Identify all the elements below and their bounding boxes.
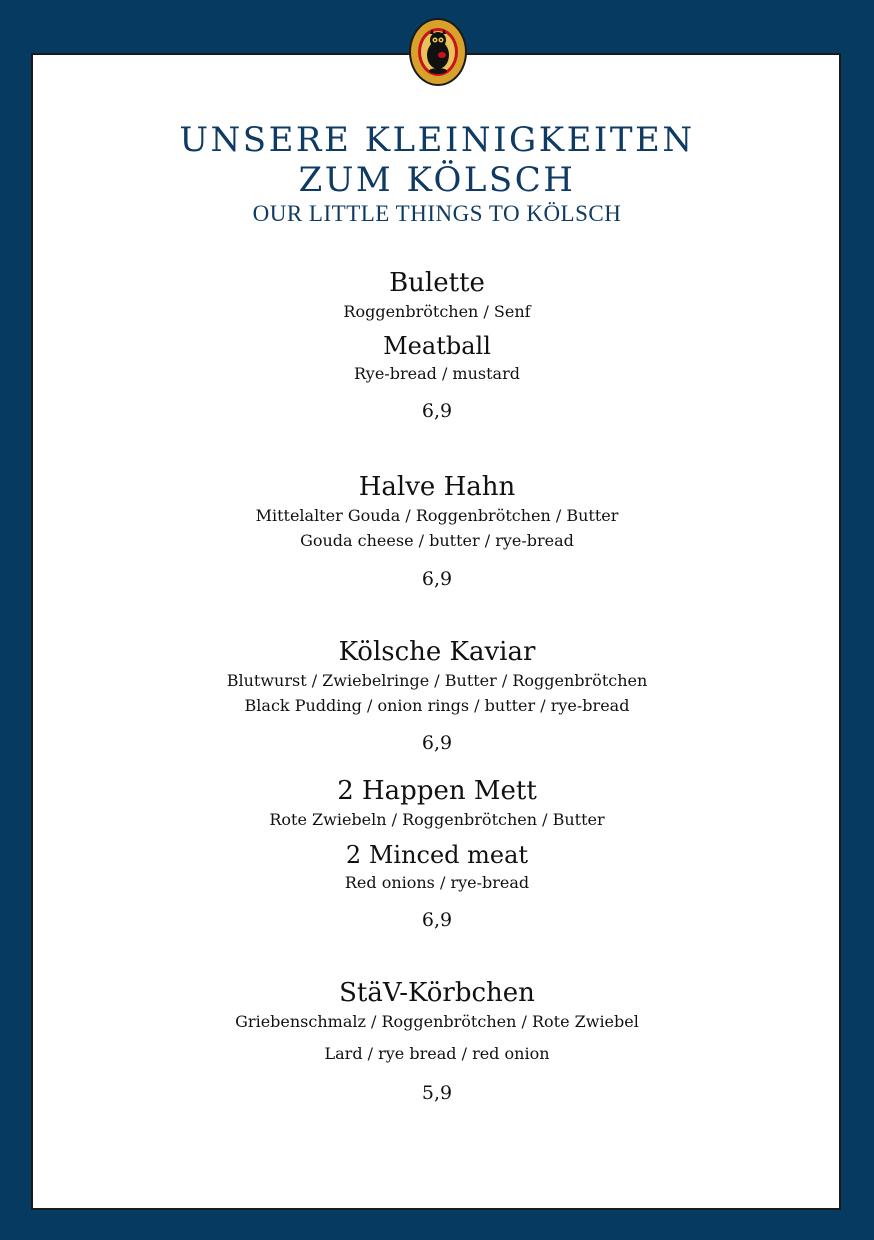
item-desc-de: Blutwurst / Zwiebelringe / Butter / Roggenbrötchen [226, 671, 648, 690]
item-name-de: 2 Happen Mett [337, 776, 537, 806]
item-name-de: Bulette [389, 268, 485, 298]
item-price: 5,9 [421, 1082, 453, 1104]
item-desc-en: Lard / rye bread / red onion [324, 1044, 550, 1063]
item-desc-de: Rote Zwiebeln / Roggenbrötchen / Butter [269, 810, 605, 829]
menu-heading [0, 120, 874, 228]
item-desc-en: Gouda cheese / butter / rye-bread [300, 531, 574, 550]
item-desc-de: Mittelalter Gouda / Roggenbrötchen / Butter [255, 506, 619, 525]
item-desc-en: Black Pudding / onion rings / butter / rye-bread [244, 696, 630, 715]
item-name-de: StäV-Körbchen [339, 978, 535, 1008]
item-name-en: Meatball [383, 332, 491, 360]
item-price: 6,9 [421, 909, 453, 931]
item-desc-en: Red onions / rye-bread [344, 873, 530, 892]
item-price: 6,9 [421, 732, 453, 754]
item-price: 6,9 [421, 568, 453, 590]
item-name-de: Kölsche Kaviar [338, 637, 536, 667]
owl-crest-logo-icon [408, 17, 468, 87]
subtitle: OUR LITTLE THINGS TO KÖLSCH [252, 201, 622, 226]
title-line-1: UNSERE KLEINIGKEITEN [179, 120, 695, 160]
item-desc-de: Griebenschmalz / Roggenbrötchen / Rote Zwiebel [235, 1012, 639, 1031]
item-desc-en: Rye-bread / mustard [354, 364, 520, 383]
item-price: 6,9 [421, 400, 453, 422]
title-line-2: ZUM KÖLSCH [298, 160, 576, 200]
item-desc-de: Roggenbrötchen / Senf [343, 302, 531, 321]
item-name-de: Halve Hahn [358, 472, 516, 502]
item-name-en: 2 Minced meat [345, 841, 529, 869]
